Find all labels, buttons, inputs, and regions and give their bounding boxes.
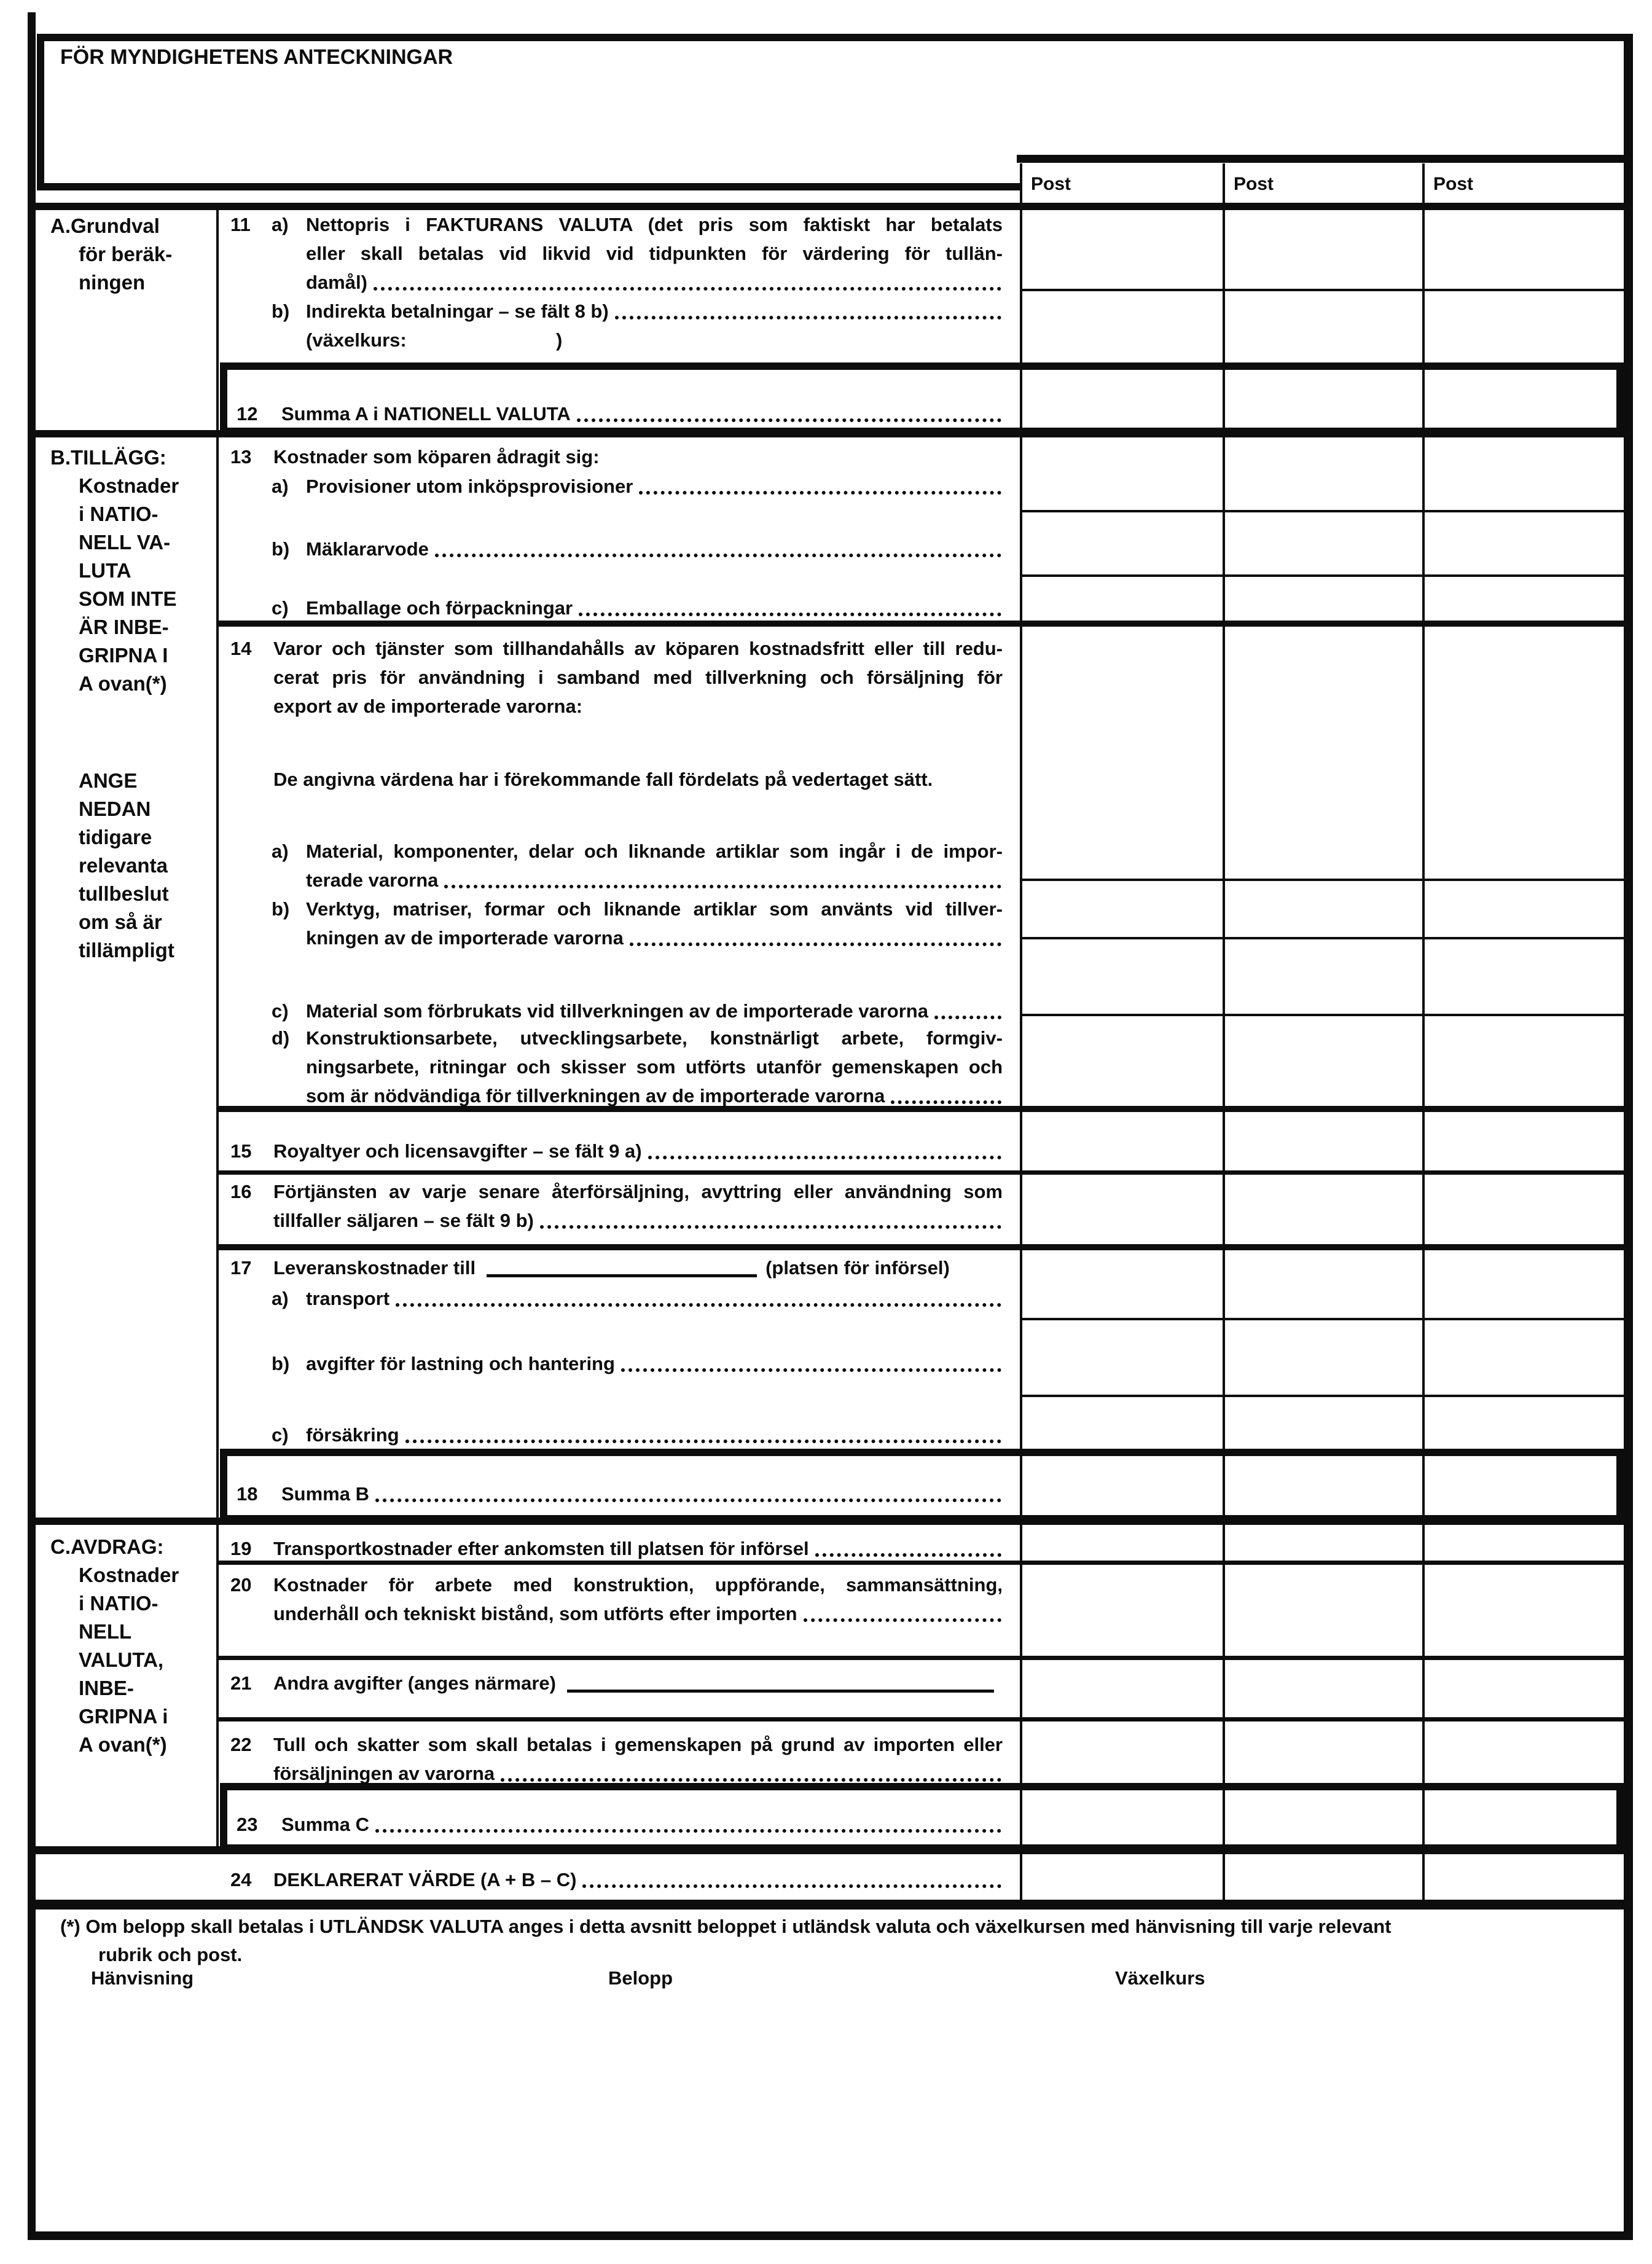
section-line-after-16 [216,1244,1624,1250]
section-b-note-4: relevanta [79,854,168,877]
item-21-number: 21 [230,1672,252,1694]
dotted-leader [396,1303,1001,1307]
item-17c-text: försäkring [306,1424,399,1446]
item-12-text: Summa A i NATIONELL VALUTA [281,403,571,425]
section-line-after-21 [216,1717,1624,1722]
item-16-line-2: tillfaller säljaren – se fält 9 b) [273,1210,534,1231]
item-17-number: 17 [230,1257,252,1279]
item-14a-letter: a) [272,840,289,862]
item-23-text: Summa C [281,1814,369,1835]
grid-line-14a [1020,879,1624,881]
authority-notes-area[interactable] [49,52,1008,175]
section-c-label-1: Kostnader [79,1564,179,1586]
section-b-note-3: tidigare [79,826,152,848]
item-14-number: 14 [230,638,252,659]
label-column-line [216,203,219,1846]
section-b-note-1: ANGE [79,769,138,792]
item-14a-line-1: Material, komponenter, delar och liknande artiklar som ingår i de impor- [306,840,1003,862]
item-12-number: 12 [237,403,258,425]
section-c-label-4: VALUTA, [79,1648,164,1671]
footer-col-vaxelkurs: Växelkurs [1115,1967,1205,1989]
section-c-label-6: GRIPNA i [79,1705,168,1728]
item-14d-line-2: ningsarbete, ritningar och skisser som utförts utanför gemenskapen och [306,1056,1003,1078]
item-14c-letter: c) [272,1000,289,1022]
item-20-line-2: underhåll och tekniskt bistånd, som utförts efter importen [273,1603,797,1624]
grid-line-17b [1020,1395,1624,1397]
item-13-number: 13 [230,446,252,468]
post-header-1: Post [1031,174,1071,194]
dotted-leader [540,1225,1001,1229]
item-13a-text: Provisioner utom inköpsprovisioner [306,476,633,497]
dotted-leader [621,1368,1001,1372]
dotted-leader [405,1439,1001,1443]
footnote-line-2: rubrik och post. [98,1944,243,1965]
notes-box-label: FÖR MYNDIGHETENS ANTECKNINGAR [60,45,453,69]
dotted-leader [639,491,1001,495]
item-16-line-1: Förtjänsten av varje senare återförsäljning, avyttring eller användning som [273,1181,1003,1202]
section-b-label-1: Kostnader [79,474,179,497]
section-c-label-7: A ovan(*) [79,1733,167,1756]
item-11-number: 11 [230,214,251,235]
grid-line-14c [1020,1014,1624,1016]
item-11a-line-2: eller skall betalas vid likvid vid tidpunkten för värdering för tullän- [306,243,1003,264]
section-b-note-7: tillämpligt [79,939,174,962]
item-14-line-3: export av de importerade varorna: [273,695,583,717]
section-line-after-20 [216,1656,1624,1660]
item-11b-text: Indirekta betalningar – se fält 8 b) [306,300,609,322]
item-20-number: 20 [230,1574,252,1596]
dotted-leader [615,316,1001,319]
section-b-label-2: i NATIO- [79,503,159,525]
section-a-label-3: ningen [79,271,146,294]
item-19-number: 19 [230,1538,252,1559]
item-13b-letter: b) [272,538,290,560]
grid-line-13b [1020,574,1624,577]
item-14b-line-1: Verktyg, matriser, formar och liknande artiklar som använts vid tillver- [306,898,1003,920]
item-14-note: De angivna värdena har i förekommande fall fördelats på vedertaget sätt. [273,769,933,790]
item-24-number: 24 [230,1869,252,1890]
section-b-label-8: A ovan(*) [79,672,167,695]
item-17b-text: avgifter för lastning och hantering [306,1353,615,1374]
item-14d-line-1: Konstruktionsarbete, utvecklingsarbete, konstnärligt arbete, formgiv- [306,1027,1003,1049]
item-20-line-1: Kostnader för arbete med konstruktion, uppförande, sammansättning, [273,1574,1003,1596]
item-17a-letter: a) [272,1288,289,1309]
dotted-leader [501,1778,1001,1782]
section-b-note-2: NEDAN [79,797,151,820]
section-b-note-5: tullbeslut [79,882,169,905]
item-13-heading: Kostnader som köparen ådragit sig: [273,446,600,468]
item-19-text: Transportkostnader efter ankomsten till platsen för införsel [273,1538,809,1559]
item-14b-letter: b) [272,898,290,920]
section-b-label-5: SOM INTE [79,587,177,610]
item-14a-line-2: terade varorna [306,869,439,891]
footer-col-belopp: Belopp [608,1967,673,1989]
grid-line-17a [1020,1318,1624,1320]
dotted-leader [815,1553,1001,1557]
grid-line-11a [1020,289,1624,291]
item-17a-text: transport [306,1288,390,1309]
section-c-label-2: i NATIO- [79,1592,159,1615]
dotted-leader [374,287,1001,291]
item-13c-text: Emballage och förpackningar [306,597,573,619]
section-b-label-4: LUTA [79,559,131,582]
dotted-leader [435,554,1001,557]
dotted-leader [375,1829,1001,1833]
section-b-label-7: GRIPNA I [79,644,168,667]
grid-line-14b [1020,937,1624,939]
item-21-text: Andra avgifter (anges närmare) [273,1672,556,1694]
item-17-text-1: Leveranskostnader till [273,1257,476,1279]
dotted-leader [804,1618,1001,1622]
post-header-top-line [1017,155,1633,163]
item-17b-letter: b) [272,1353,290,1374]
section-a-label-1: A.Grundval [50,214,160,237]
item-11b-letter: b) [272,300,290,322]
section-b-label-head: B.TILLÄGG: [50,446,166,469]
notes-box-left [37,34,44,190]
section-c-label-head: C.AVDRAG: [50,1535,164,1558]
item-11b-exchange-open: (växelkurs: [306,329,407,351]
dotted-leader [648,1156,1001,1159]
dotted-leader [630,942,1001,946]
item-22-number: 22 [230,1734,252,1755]
item-14-line-2: cerat pris för användning i samband med tillverkning och försäljning för [273,667,1003,688]
section-c-label-5: INBE- [79,1677,134,1699]
item-13a-letter: a) [272,476,289,497]
fill-in-line[interactable] [567,1690,994,1693]
item-14d-line-3: som är nödvändiga för tillverkningen av de importerade varorna [306,1085,885,1107]
item-24-text: DEKLARERAT VÄRDE (A + B – C) [273,1869,577,1890]
post-value-column-3[interactable] [1425,205,1621,1898]
dotted-leader [577,418,1001,422]
grid-line-13a [1020,510,1624,512]
item-18-text: Summa B [281,1483,369,1505]
fill-in-line[interactable] [487,1274,757,1277]
item-11b-exchange-close: ) [556,329,563,351]
item-13c-letter: c) [272,597,289,619]
section-b-label-3: NELL VA- [79,531,171,554]
dotted-leader [375,1498,1001,1502]
dotted-leader [579,613,1001,616]
section-a-label-2: för beräk- [79,243,173,265]
section-line-after-15 [216,1170,1624,1175]
post-header-2: Post [1234,174,1274,194]
footnote-line-1: (*) Om belopp skall betalas i UTLÄNDSK VALUTA anges i detta avsnitt beloppet i utländsk valuta och växelkursen med hänvisning till varje relevant [60,1916,1392,1937]
footer-col-hanvisning: Hänvisning [91,1967,194,1989]
item-22-line-1: Tull och skatter som skall betalas i gemenskapen på grund av importen eller [273,1734,1003,1755]
item-15-text: Royaltyer och licensavgifter – se fält 9 a) [273,1140,642,1162]
item-22-line-2: försäljningen av varorna [273,1763,495,1784]
dotted-leader [582,1884,1001,1888]
section-b-note-6: om så är [79,911,162,933]
item-17-text-2: (platsen för införsel) [765,1257,950,1279]
outer-border-bottom [28,2231,1633,2240]
item-14c-text: Material som förbrukats vid tillverkningen av de importerade varorna [306,1000,928,1022]
item-23-number: 23 [237,1814,258,1835]
item-11a-letter: a) [272,214,289,235]
item-11a-line-1: Nettopris i FAKTURANS VALUTA (det pris som faktiskt har betalats [306,214,1003,235]
section-b-label-6: ÄR INBE- [79,616,169,638]
item-17c-letter: c) [272,1424,289,1446]
foreign-currency-entry-area[interactable] [46,1997,1607,2218]
post-value-column-1[interactable] [1022,205,1220,1898]
dotted-leader [934,1016,1001,1019]
item-13b-text: Mäklararvode [306,538,429,560]
dotted-leader [444,885,1001,888]
notes-box-top [37,34,1632,41]
section-c-label-3: NELL [79,1620,132,1643]
notes-box-bottom [37,183,1021,190]
item-16-number: 16 [230,1181,252,1202]
item-18-number: 18 [237,1483,258,1505]
item-11a-line-3: damål) [306,272,367,293]
item-15-number: 15 [230,1140,252,1162]
post-value-column-2[interactable] [1225,205,1420,1898]
item-14-line-1: Varor och tjänster som tillhandahålls av köparen kostnadsfritt eller till redu- [273,638,1003,659]
post-header-3: Post [1433,174,1474,194]
dotted-leader [891,1100,1001,1104]
item-14b-line-2: kningen av de importerade varorna [306,927,624,949]
item-14d-letter: d) [272,1027,290,1049]
